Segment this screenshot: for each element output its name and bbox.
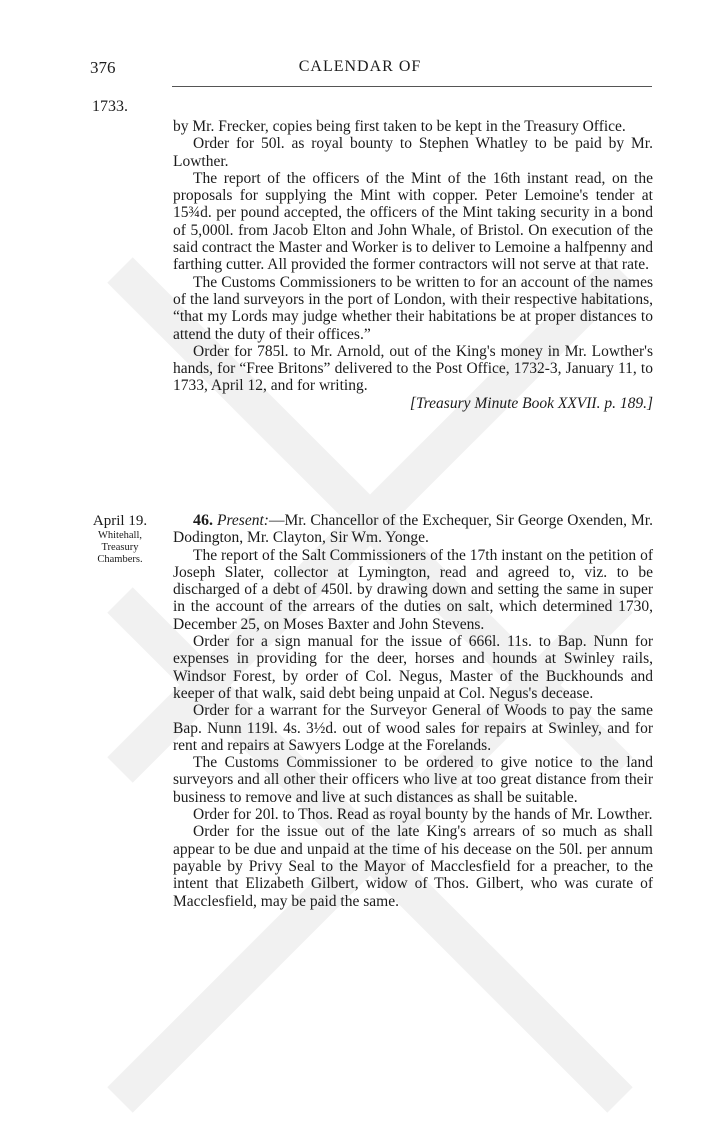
- entry-side-note: [80, 512, 160, 566]
- paragraph: Order for a warrant for the Surveyor General of Woods to pay the same Bap. Nunn 119l. 4s. 3½d. out of wood sales for repairs at Swinley, and for rent and repairs at Sawyers Lodge at the Forelands.: [173, 702, 653, 754]
- year-margin-note: 1733.: [92, 98, 128, 115]
- paragraph: The report of the Salt Commissioners of the 17th instant on the petition of Joseph Slater, collector at Lymington, read and agreed to, viz. to be discharged of a debt of 450l. by drawing down and setting the same in super in the account of the arrears of the duties on salt, which determined 1730, December 25, on Moses Baxter and John Stevens.: [173, 546, 653, 633]
- entry-date: April 19.: [92, 513, 148, 529]
- present-label: Present:: [217, 512, 269, 529]
- paragraph: Order for 20l. to Thos. Read as royal bounty by the hands of Mr. Lowther.: [193, 806, 653, 824]
- entry-place: Treasury: [101, 542, 139, 553]
- paragraph: Order for 785l. to Mr. Arnold, out of the King's money in Mr. Lowther's hands, for “Free Britons” delivered to the Post Office, 1732-3, January 11, to 1733, April 12, and for writing.: [173, 342, 653, 395]
- source-citation: [Treasury Minute Book XXVII. p. 189.]: [409, 394, 653, 412]
- paragraph: Order for 50l. as royal bounty to Stephen Whatley to be paid by Mr. Lowther.: [173, 135, 653, 170]
- paragraph: Order for the issue out of the late King's arrears of so much as shall appear to be due and unpaid at the time of his decease on the 50l. per annum payable by Privy Seal to the Mayor of Macclesfield for a preacher, to the intent that Elizabeth Gilbert, widow of Thos. Gilbert, who was curate of Macclesfield, may be paid the same.: [173, 823, 653, 910]
- paragraph: by Mr. Frecker, copies being first taken to be kept in the Treasury Office.: [173, 118, 626, 135]
- header-rule: [172, 86, 652, 87]
- paragraph: The Customs Commissioner to be ordered to give notice to the land surveyors and all other their officers who live at too great distance from their business to remove and live at such distances as shall be suitable.: [173, 754, 653, 806]
- running-head: CALENDAR OF: [298, 58, 422, 75]
- paragraph: The report of the officers of the Mint of the 16th instant read, on the proposals for supplying the Mint with copper. Peter Lemoine's tender at 15¾d. per pound accepted, the officers of the Mint taking security in a bond of 5,000l. from Jacob Elton and John Whale, of Bristol. On execution of the said contract the Master and Worker is to deliver to Lemoine a halfpenny and farthing cutter. All provided the former contractors will not serve at that rate.: [173, 169, 653, 274]
- continued-entry: [173, 118, 653, 412]
- paragraph: The Customs Commissioners to be written to for an account of the names of the land surveyors in the port of London, with their respective habitations, “that my Lords may judge whether their habitations be at proper distances to attend the duty of their offices.”: [173, 273, 653, 343]
- entry-place: Whitehall,: [97, 530, 143, 541]
- page-number: 376: [90, 58, 116, 77]
- paragraph: Order for a sign manual for the issue of 666l. 11s. to Bap. Nunn for expenses in providing for the deer, horses and hounds at Swinley rails, Windsor Forest, by order of Col. Negus, Master of the Buckhounds and keeper of that walk, said debt being unpaid at Col. Negus's decease.: [173, 633, 653, 702]
- entry-place: Chambers.: [97, 554, 143, 565]
- entry-present-line: [173, 512, 653, 547]
- entry-46: [173, 512, 653, 910]
- present-list: —Mr. Chancellor of the Exchequer, Sir George Oxenden, Mr. Dodington, Mr. Clayton, Sir Wm. Yonge.: [173, 512, 653, 547]
- entry-number: 46.: [193, 512, 213, 529]
